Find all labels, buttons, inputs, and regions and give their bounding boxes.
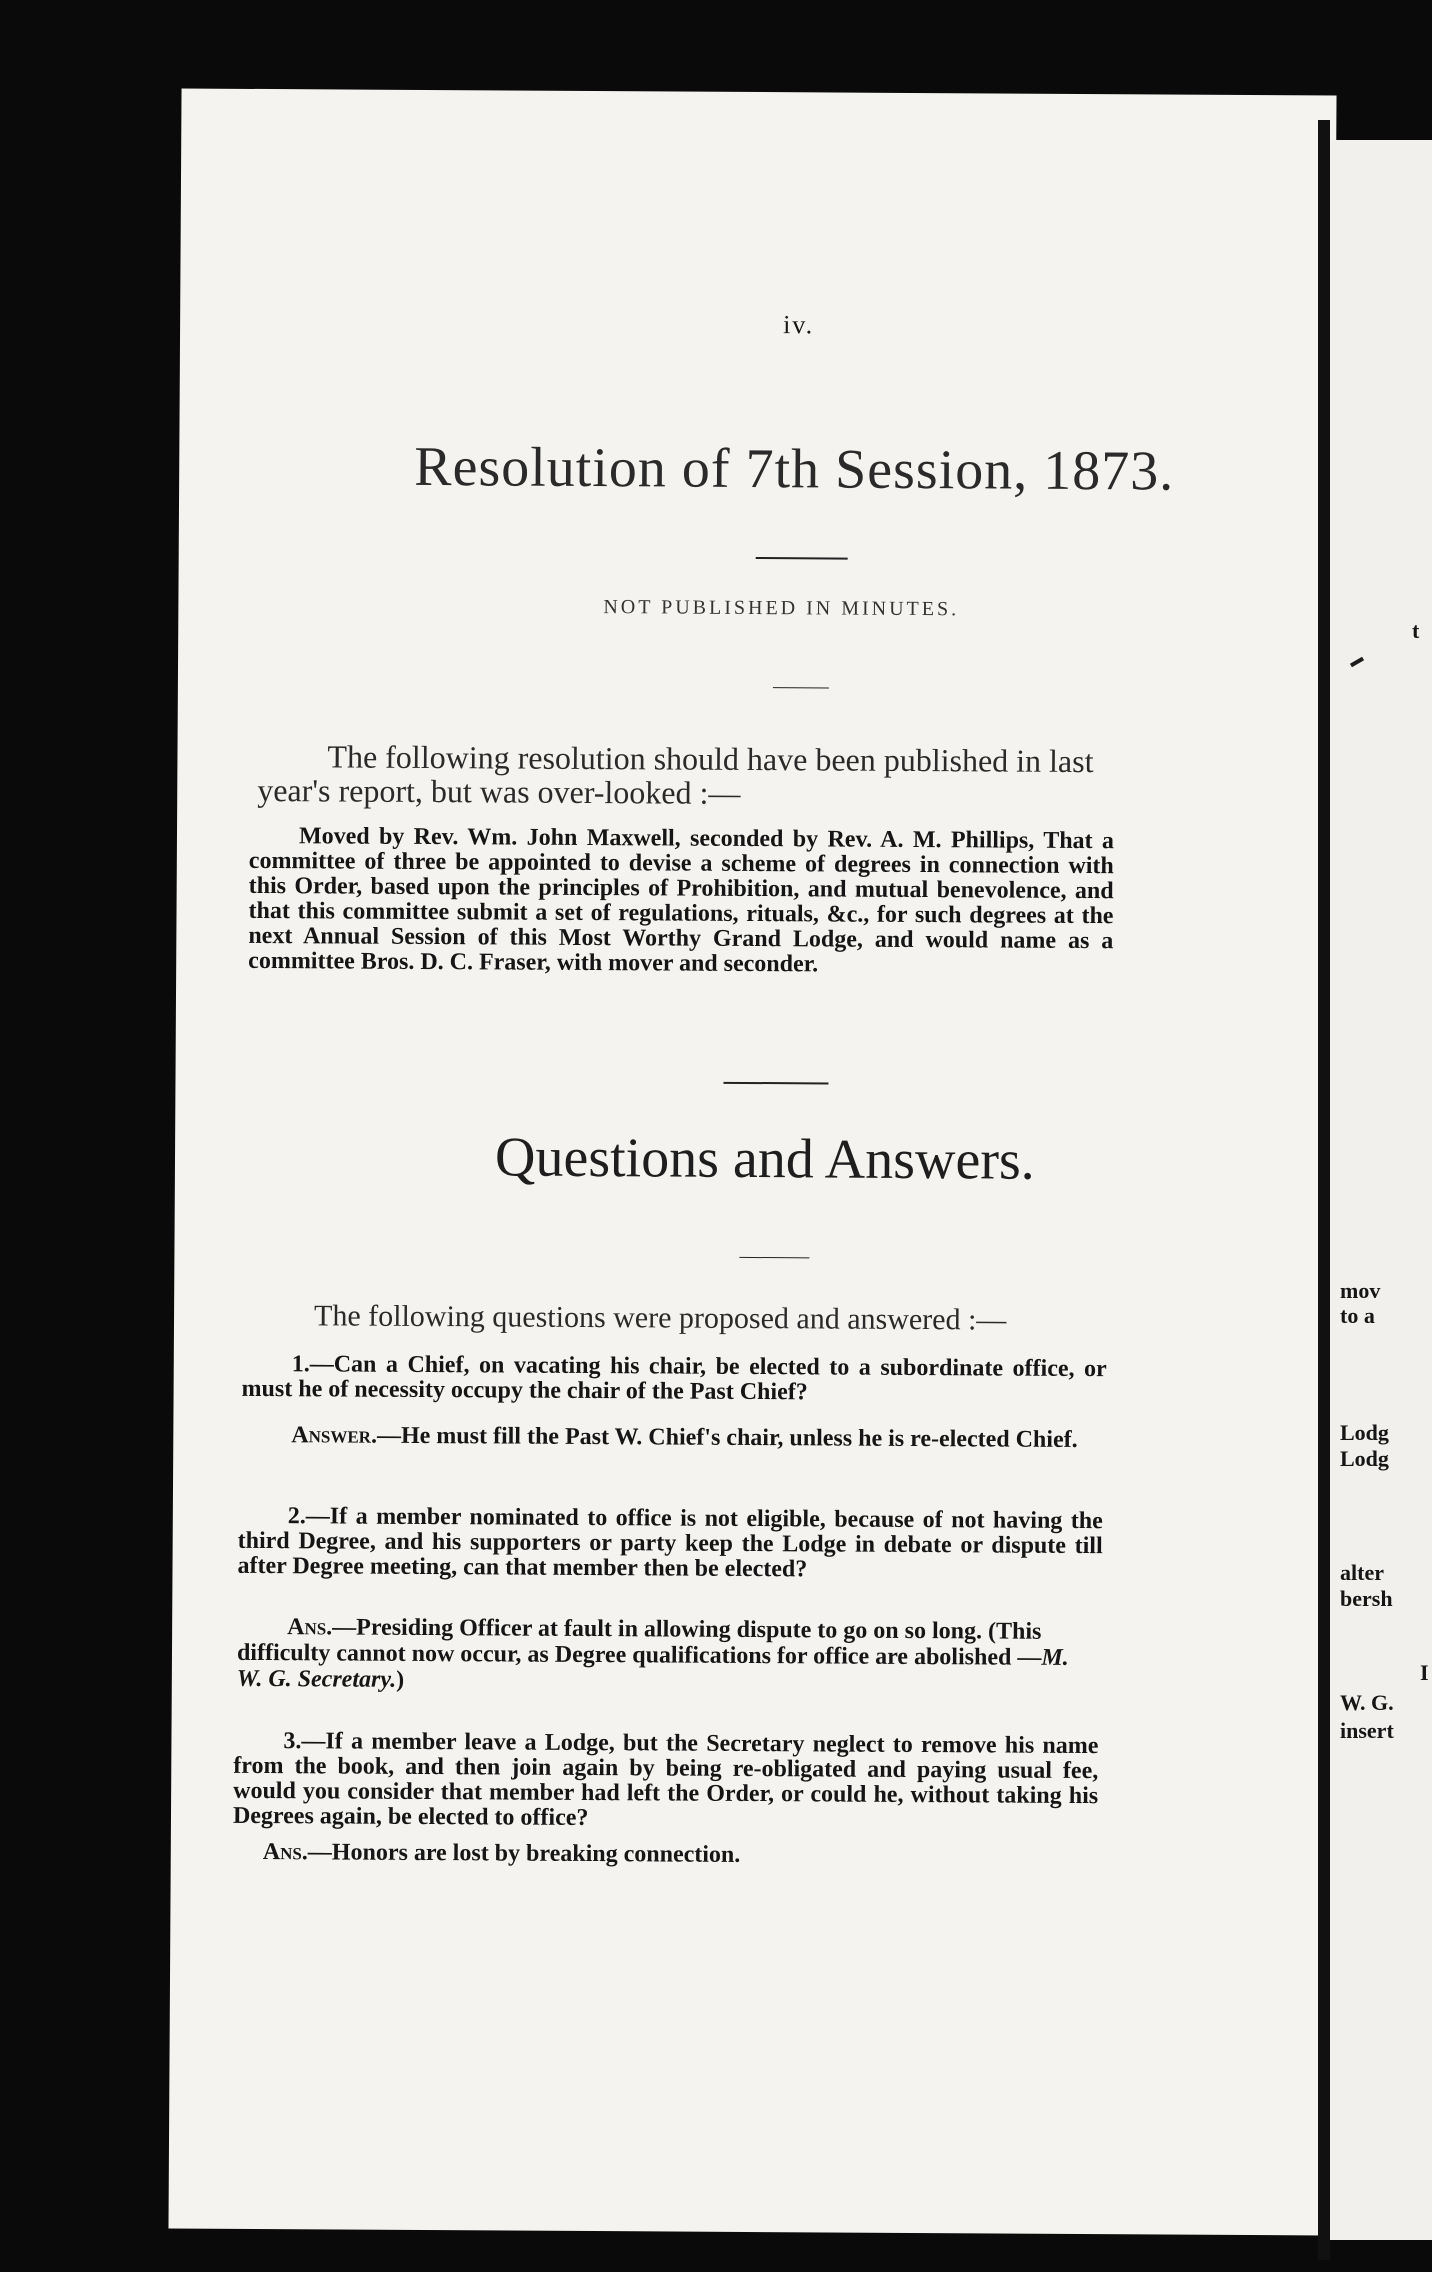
- fragment: alter: [1340, 1560, 1384, 1585]
- answer-label: Ans.: [287, 1614, 333, 1641]
- qa-title: Questions and Answers.: [494, 1126, 1035, 1192]
- question-3: 3.—If a member leave a Lodge, but the Secretary neglect to remove his name from the book, and then join again by being re-obligated and paying usual fee, would you consider that member had left the Order, or could he, without taking his Degrees again, be elected to office?: [232, 1728, 1099, 1832]
- answer-label: Answer.: [291, 1422, 378, 1449]
- fragment: mov: [1340, 1278, 1381, 1303]
- answer-3: [233, 1839, 1093, 1870]
- answer-text: —Honors are lost by breaking connection.: [307, 1839, 741, 1868]
- answer-tail: ): [396, 1666, 405, 1693]
- section-rule: [723, 1082, 828, 1085]
- book-gutter: [1318, 120, 1330, 2260]
- title-rule: [756, 557, 848, 560]
- fragment: to a: [1340, 1303, 1375, 1328]
- page-number: iv.: [783, 310, 815, 340]
- fragment: Lodg: [1340, 1446, 1389, 1471]
- fragment: Lodg: [1340, 1420, 1389, 1445]
- resolution-title: Resolution of 7th Session, 1873.: [414, 435, 1175, 503]
- fragment: bersh: [1340, 1586, 1393, 1611]
- answer-1: [241, 1422, 1101, 1453]
- subheading-rule: [773, 687, 829, 688]
- adjacent-page-edge: [1330, 140, 1432, 2240]
- book-page: [168, 88, 1336, 2235]
- fragment: insert: [1340, 1718, 1394, 1743]
- fragment: I: [1420, 1660, 1429, 1685]
- answer-signature: M. W. G. Secretary.: [236, 1644, 1069, 1693]
- qa-rule: [739, 1257, 809, 1258]
- answer-label: Ans.: [262, 1839, 308, 1866]
- answer-text: —Presiding Officer at fault in allowing dispute to go on so long. (This difficulty cannot now occur, as Degree qualifications for office are abolished —: [236, 1614, 1042, 1671]
- question-1: 1.—Can a Chief, on vacating his chair, be elected to a subordinate office, or must he of necessity occupy the chair of the Past Chief?: [241, 1351, 1107, 1406]
- resolution-motion: Moved by Rev. Wm. John Maxwell, seconded by Rev. A. M. Phillips, That a committee of three be appointed to devise a scheme of degrees in connection with this Order, based upon the principles of Prohibition, and mutual benevolence, and that this committee submit a set of regulations, rituals, &c., for such degrees at the next Annual Session of this Most Worthy Grand Lodge, and would name as a committee Bros. D. C. Fraser, with mover and seconder.: [248, 823, 1115, 978]
- fragment: t: [1412, 618, 1420, 643]
- answer-text: —He must fill the Past W. Chief's chair, unless he is re-elected Chief.: [376, 1422, 1078, 1453]
- question-2: 2.—If a member nominated to office is not eligible, because of not having the third Degree, and his supporters or party keep the Lodge in debate or dispute till after Degree meeting, can that member then be elected?: [237, 1503, 1103, 1583]
- resolution-intro: The following resolution should have been published in last year's report, but was over-looked :—: [257, 738, 1094, 811]
- resolution-subheading: NOT PUBLISHED IN MINUTES.: [603, 596, 960, 621]
- fragment: W. G.: [1340, 1690, 1394, 1715]
- answer-2: [237, 1614, 1097, 1697]
- qa-intro: The following questions were proposed and answered :—: [313, 1299, 1007, 1337]
